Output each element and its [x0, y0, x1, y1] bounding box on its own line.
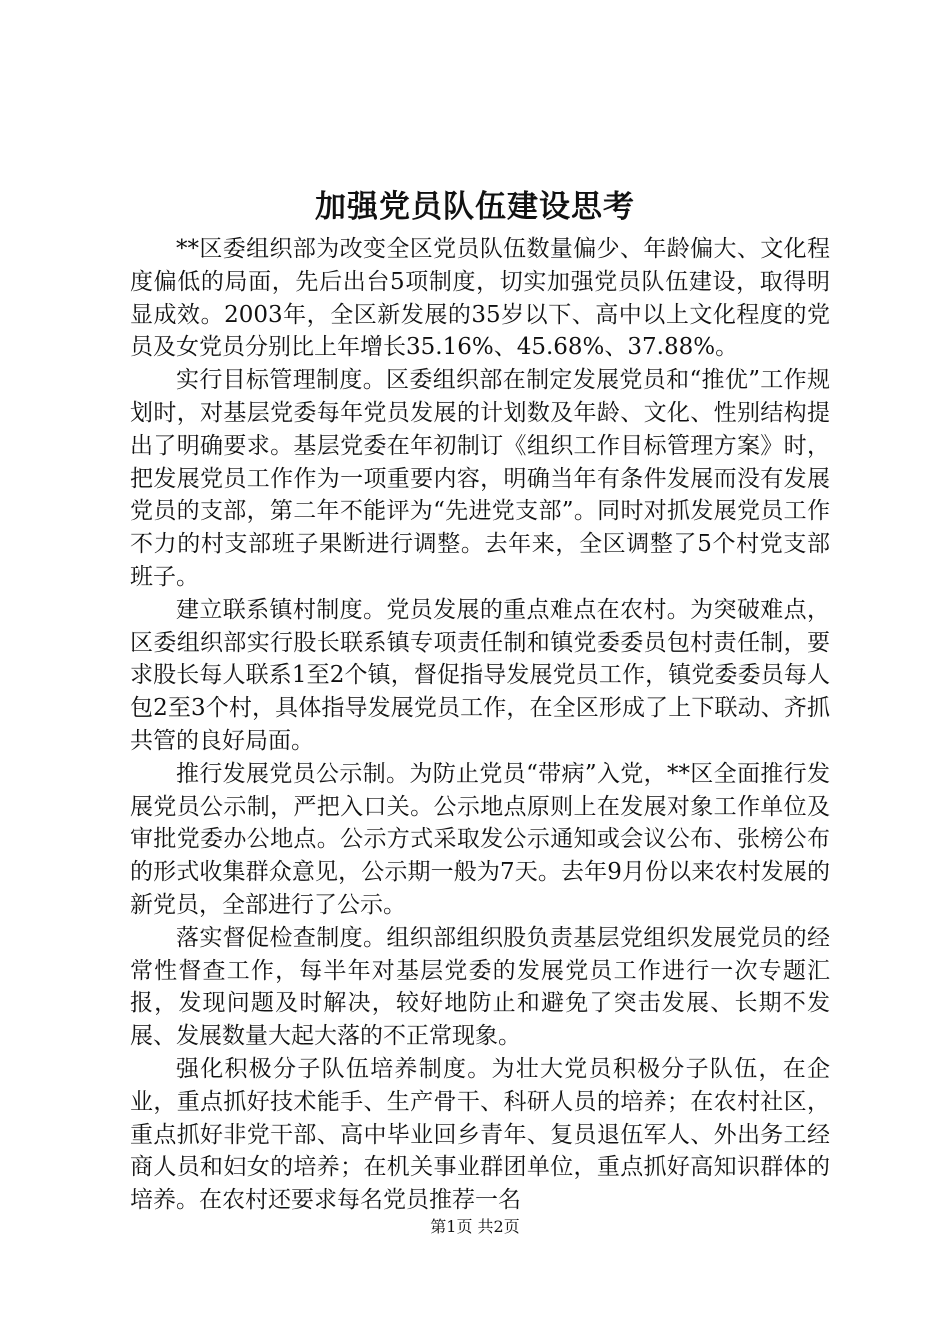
paragraph-contact-system: 建立联系镇村制度。党员发展的重点难点在农村。为突破难点，区委组织部实行股长联系镇专项责任制和镇党委委员包村责任制，要求股长每人联系1至2个镇，督促指导发展党员工作，镇党委委员每人包2至3个村，具体指导发展党员工作，在全区形成了上下联动、齐抓共管的良好局面。	[130, 596, 830, 754]
paragraph-supervision: 落实督促检查制度。组织部组织股负责基层党组织发展党员的经常性督查工作，每半年对基层党委的发展党员工作进行一次专题汇报，发现问题及时解决，较好地防止和避免了突击发展、长期不发展、发展数量大起大落的不正常现象。	[130, 924, 830, 1050]
paragraph-public-notice: 推行发展党员公示制。为防止党员“带病”入党，**区全面推行发展党员公示制，严把入口关。公示地点原则上在发展对象工作单位及审批党委办公地点。公示方式采取发公示通知或会议公布、张榜公布的形式收集群众意见，公示期一般为7天。去年9月份以来农村发展的新党员，全部进行了公示。	[130, 760, 830, 918]
paragraph-target-management: 实行目标管理制度。区委组织部在制定发展党员和“推优”工作规划时，对基层党委每年党员发展的计划数及年龄、文化、性别结构提出了明确要求。基层党委在年初制订《组织工作目标管理方案》时，把发展党员工作作为一项重要内容，明确当年有条件发展而没有发展党员的支部，第二年不能评为“先进党支部”。同时对抓发展党员工作不力的村支部班子果断进行调整。去年来，全区调整了5个村党支部班子。	[130, 367, 830, 590]
page-number-footer: 第1页 共2页	[430, 1217, 520, 1236]
document-title: 加强党员队伍建设思考	[315, 189, 635, 225]
paragraph-intro: **区委组织部为改变全区党员队伍数量偏少、年龄偏大、文化程度偏低的局面，先后出台5项制度，切实加强党员队伍建设，取得明显成效。2003年，全区新发展的35岁以下、高中以上文化程度的党员及女党员分别比上年增长35.16%、45.68%、37.88%。	[130, 236, 830, 361]
document-body	[130, 233, 830, 1217]
paragraph-activist-training: 强化积极分子队伍培养制度。为壮大党员积极分子队伍，在企业，重点抓好技术能手、生产骨干、科研人员的培养；在农村社区，重点抓好非党干部、高中毕业回乡青年、复员退伍军人、外出务工经商人员和妇女的培养；在机关事业群团单位，重点抓好高知识群体的培养。在农村还要求每名党员推荐一名	[130, 1055, 830, 1214]
